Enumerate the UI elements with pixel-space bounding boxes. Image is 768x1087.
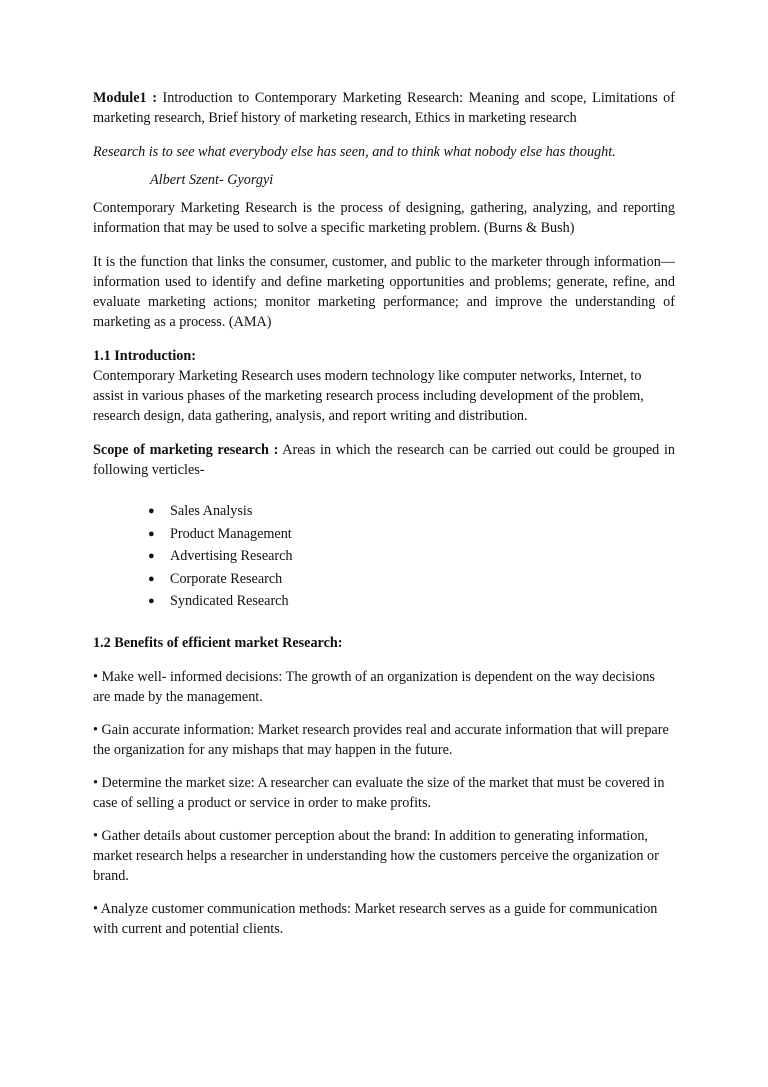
quote-text: Research is to see what everybody else has seen, and to think what nobody else has thought. [93, 144, 616, 160]
bullet-icon: ● [148, 550, 155, 562]
list-item [148, 568, 675, 591]
bullet-icon: ● [148, 572, 155, 585]
bullet-icon: ● [148, 595, 155, 607]
list-item [148, 523, 675, 546]
scope-text: Areas in which the research can be carried out could be grouped in following verticles- [93, 442, 675, 478]
benefits-title: 1.2 Benefits of efficient market Research: [93, 634, 343, 651]
introduction-text: Contemporary Marketing Research uses modern technology like computer networks, Internet, to assist in various phases of the marketing research process including development of the problem, research design, data gathering, analysis, and report writing and distribution. [93, 368, 644, 424]
module-label: Module1 : [93, 90, 157, 106]
definition-ama: It is the function that links the consumer, customer, and public to the marketer through information—information used to identify and define marketing opportunities and problems; generate, refine, and evaluate marketing actions; monitor marketing performance; and improve the understanding of marketing as a process. (AMA) [93, 254, 675, 330]
list-item-text: Advertising Research [170, 548, 293, 564]
definition-burns-bush: Contemporary Marketing Research is the process of designing, gathering, analyzing, and reporting information that may be used to solve a specific marketing problem. (Burns & Bush) [93, 200, 675, 236]
scope-list [93, 500, 675, 613]
module-heading [93, 88, 675, 128]
introduction-title: 1.1 Introduction: [93, 348, 197, 364]
benefit-item: • Make well- informed decisions: The growth of an organization is dependent on the way decisions are made by the management. [93, 668, 655, 705]
scope-label: Scope of marketing research : [93, 442, 279, 458]
benefit-item: • Determine the market size: A researcher can evaluate the size of the market that must be covered in case of selling a product or service in order to make profits. [93, 774, 665, 811]
benefit-item: • Gather details about customer perception about the brand: In addition to generating information, market research helps a researcher in understanding how the customers perceive the organization or brand. [93, 827, 659, 884]
list-item-text: Syndicated Research [170, 593, 289, 609]
bullet-icon: ● [148, 527, 155, 540]
bullet-icon: ● [148, 505, 155, 517]
list-item-text: Sales Analysis [170, 503, 253, 519]
benefit-item: • Gain accurate information: Market research provides real and accurate information that will prepare the organization for any mishaps that may happen in the future. [93, 721, 669, 758]
quote-author: Albert Szent- Gyorgyi [150, 172, 274, 188]
module-description: Introduction to Contemporary Marketing Research: Meaning and scope, Limitations of marketing research, Brief history of marketing research, Ethics in marketing research [93, 90, 675, 126]
list-item [148, 545, 675, 568]
list-item [148, 590, 675, 613]
list-item-text: Corporate Research [170, 570, 283, 587]
document-page [93, 88, 675, 952]
list-item-text: Product Management [170, 525, 292, 542]
list-item [148, 500, 675, 523]
scope-paragraph [93, 440, 675, 480]
benefit-item: • Analyze customer communication methods: Market research serves as a guide for communication with current and potential clients. [93, 900, 658, 937]
